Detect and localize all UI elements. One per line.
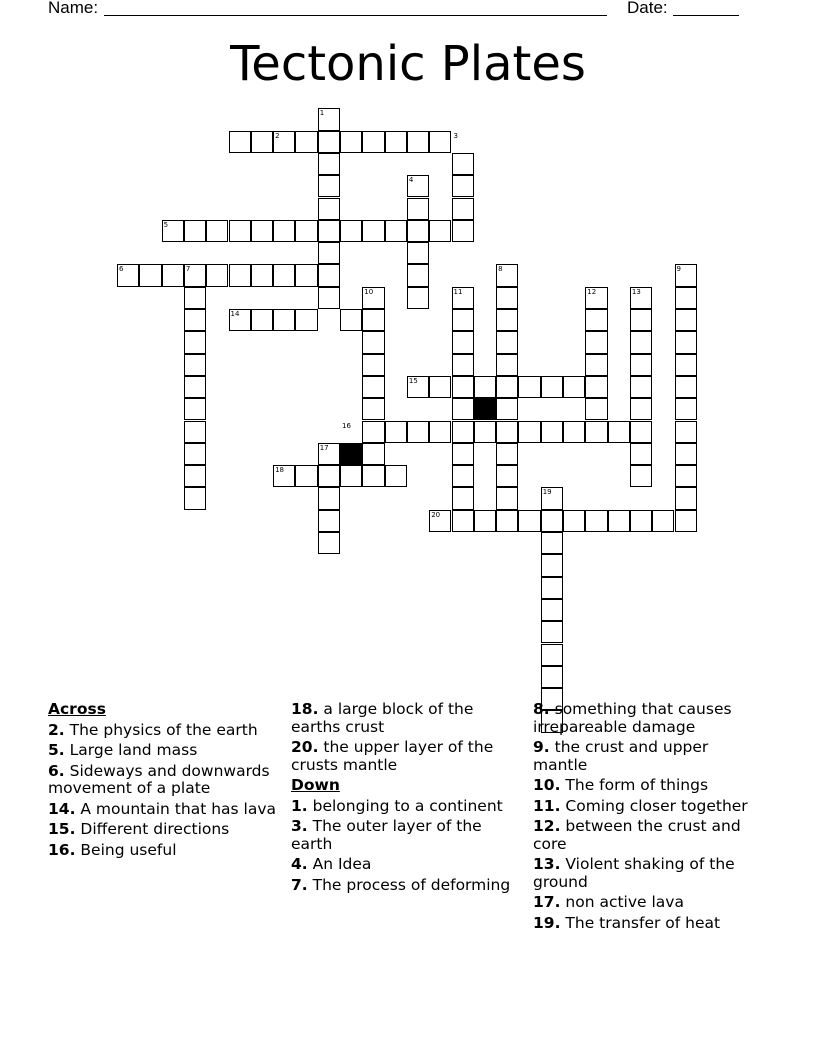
grid-cell-black [474,398,496,420]
grid-cell[interactable] [675,376,697,398]
grid-cell[interactable] [318,131,340,153]
clue-number: 1 [319,109,325,118]
grid-cell[interactable] [452,153,474,175]
grid-cell[interactable] [630,309,652,331]
grid-cell[interactable] [318,487,340,509]
grid-cell[interactable] [496,465,518,487]
grid-cell[interactable] [362,465,384,487]
grid-cell[interactable] [229,264,251,286]
grid-cell[interactable] [139,264,161,286]
grid-cell[interactable] [273,220,295,242]
grid-cell[interactable] [585,510,607,532]
grid-cell[interactable] [452,198,474,220]
grid-cell[interactable] [563,421,585,443]
grid-cell[interactable] [318,532,340,554]
clue-column-2 [291,701,519,897]
grid-cell[interactable] [429,220,451,242]
grid-cell[interactable] [541,532,563,554]
grid-cell[interactable] [318,287,340,309]
clue-number: 4 [408,176,414,185]
grid-cell[interactable] [518,421,540,443]
grid-cell[interactable] [362,398,384,420]
grid-cell[interactable] [251,220,273,242]
grid-cell[interactable] [585,398,607,420]
grid-cell[interactable] [652,510,674,532]
grid-cell[interactable] [385,220,407,242]
name-label: Name: [48,0,99,17]
grid-cell[interactable] [429,376,451,398]
grid-cell[interactable] [452,354,474,376]
grid-cell[interactable] [630,376,652,398]
grid-cell[interactable] [184,287,206,309]
grid-cell[interactable] [675,487,697,509]
grid-cell[interactable] [184,331,206,353]
grid-cell[interactable] [675,309,697,331]
grid-cell[interactable] [541,621,563,643]
across-clue: 20. the upper layer of the crusts mantle [291,738,494,774]
down-clue: 3. The outer layer of the earth [291,817,482,853]
across-clue: 15. Different directions [48,820,230,838]
grid-cell[interactable] [563,510,585,532]
grid-cell[interactable] [496,309,518,331]
grid-cell[interactable] [608,510,630,532]
grid-cell[interactable] [184,398,206,420]
grid-cell[interactable] [541,666,563,688]
grid-cell[interactable] [675,287,697,309]
grid-cell[interactable] [496,287,518,309]
grid-cell[interactable] [362,220,384,242]
grid-cell[interactable] [675,443,697,465]
grid-cell[interactable] [630,331,652,353]
down-clue: 8. something that causes irrepareable damage [533,700,732,736]
grid-cell[interactable] [295,220,317,242]
grid-cell[interactable] [407,242,429,264]
grid-cell[interactable] [318,175,340,197]
grid-cell[interactable] [518,510,540,532]
grid-cell[interactable] [273,264,295,286]
down-clue: 9. the crust and upper mantle [533,738,709,774]
clue-number: 17 [319,443,329,452]
grid-cell[interactable] [385,131,407,153]
grid-cell[interactable] [452,398,474,420]
grid-cell[interactable] [518,376,540,398]
page-title: Tectonic Plates [230,36,586,92]
grid-cell[interactable] [541,510,563,532]
grid-cell[interactable] [585,421,607,443]
clue-number: 18 [275,466,285,475]
across-clue: 2. The physics of the earth [48,720,258,739]
clue-column-1 [48,701,278,862]
grid-cell[interactable] [407,421,429,443]
grid-cell[interactable] [184,465,206,487]
grid-cell[interactable] [340,131,362,153]
grid-cell[interactable] [585,354,607,376]
down-heading: Down [291,776,340,794]
grid-cell[interactable] [474,421,496,443]
grid-cell[interactable] [452,510,474,532]
grid-cell[interactable] [496,331,518,353]
grid-cell[interactable] [385,421,407,443]
grid-cell[interactable] [184,354,206,376]
grid-cell[interactable] [541,599,563,621]
clue-number: 15 [408,376,418,385]
grid-cell[interactable] [184,487,206,509]
across-clue: 14. A mountain that has lava [48,799,277,818]
grid-cell[interactable] [295,465,317,487]
grid-cell[interactable] [318,465,340,487]
down-clue: 10. The form of things [533,776,709,794]
grid-cell[interactable] [474,376,496,398]
down-clue: 13. Violent shaking of the ground [533,855,735,891]
grid-cell[interactable] [407,131,429,153]
across-clue: 6. Sideways and downwards movement of a plate [48,761,270,797]
grid-cell[interactable] [630,443,652,465]
grid-cell[interactable] [675,398,697,420]
clue-number: 9 [676,265,681,274]
clue-number: 10 [364,287,374,296]
grid-cell[interactable] [429,421,451,443]
grid-cell[interactable] [362,443,384,465]
grid-cell[interactable] [675,510,697,532]
clue-number: 19 [542,488,552,497]
grid-cell[interactable] [362,354,384,376]
grid-cell[interactable] [407,287,429,309]
grid-cell[interactable] [229,220,251,242]
grid-cell[interactable] [452,376,474,398]
grid-cell[interactable] [184,443,206,465]
grid-cell[interactable] [675,354,697,376]
clue-number: 16 [342,421,351,430]
down-clue: 4. An Idea [291,855,372,873]
across-heading: Across [48,700,106,718]
grid-cell-black [340,443,362,465]
grid-cell[interactable] [362,421,384,443]
grid-cell[interactable] [318,264,340,286]
down-clue: 19. The transfer of heat [533,913,721,932]
grid-cell[interactable] [273,309,295,331]
grid-cell[interactable] [585,309,607,331]
grid-cell[interactable] [340,465,362,487]
grid-cell[interactable] [541,644,563,666]
grid-cell[interactable] [630,398,652,420]
grid-cell[interactable] [496,421,518,443]
grid-cell[interactable] [452,309,474,331]
grid-cell[interactable] [407,220,429,242]
grid-cell[interactable] [162,264,184,286]
grid-cell[interactable] [362,131,384,153]
grid-cell[interactable] [385,465,407,487]
grid-cell[interactable] [340,220,362,242]
down-clue: 17. non active lava [533,893,684,911]
clue-number: 14 [230,310,240,318]
grid-cell[interactable] [340,309,362,331]
clue-number: 6 [119,265,124,274]
grid-cell[interactable] [541,421,563,443]
grid-cell[interactable] [206,220,228,242]
grid-cell[interactable] [452,487,474,509]
grid-cell[interactable] [251,131,273,153]
grid-cell[interactable] [452,465,474,487]
grid-cell[interactable] [675,465,697,487]
grid-cell[interactable] [318,198,340,220]
grid-cell[interactable] [585,331,607,353]
across-clue: 18. a large block of the earths crust [291,700,474,736]
grid-cell[interactable] [608,421,630,443]
grid-cell[interactable] [452,220,474,242]
grid-cell[interactable] [229,131,251,153]
date-label: Date: [627,0,668,17]
down-clue: 11. Coming closer together [533,796,748,815]
grid-cell[interactable] [452,331,474,353]
grid-cell[interactable] [295,131,317,153]
grid-cell[interactable] [630,354,652,376]
grid-cell[interactable] [407,264,429,286]
grid-cell[interactable] [452,175,474,197]
grid-cell[interactable] [496,510,518,532]
clue-number: 5 [163,220,169,229]
grid-cell[interactable] [675,421,697,443]
grid-cell[interactable] [496,443,518,465]
grid-cell[interactable] [318,153,340,175]
grid-cell[interactable] [675,331,697,353]
grid-cell[interactable] [318,510,340,532]
grid-cell[interactable] [251,264,273,286]
grid-cell[interactable] [318,220,340,242]
grid-cell[interactable] [184,309,206,331]
grid-cell[interactable] [496,376,518,398]
grid-cell[interactable] [362,331,384,353]
down-clue: 12. between the crust and core [533,817,741,853]
grid-cell[interactable] [206,264,228,286]
clue-number: 2 [275,131,280,140]
grid-cell[interactable] [541,577,563,599]
grid-cell[interactable] [429,131,451,153]
grid-cell[interactable] [585,376,607,398]
grid-cell[interactable] [563,376,585,398]
down-clue: 1. belonging to a continent [291,796,503,815]
clue-number: 3 [453,131,458,140]
grid-cell[interactable] [184,421,206,443]
grid-cell[interactable] [295,309,317,331]
clue-number: 11 [453,287,463,296]
grid-cell[interactable] [474,510,496,532]
grid-cell[interactable] [362,309,384,331]
clue-number: 13 [631,287,641,296]
grid-cell[interactable] [318,242,340,264]
grid-cell[interactable] [496,354,518,376]
grid-cell[interactable] [452,421,474,443]
clue-number: 12 [587,287,597,296]
clue-number: 7 [185,265,191,274]
grid-cell[interactable] [630,465,652,487]
grid-cell[interactable] [452,443,474,465]
across-clue: 16. Being useful [48,840,177,859]
across-clue: 5. Large land mass [48,741,198,759]
clue-number: 20 [431,510,441,519]
grid-cell[interactable] [541,554,563,576]
grid-cell[interactable] [184,220,206,242]
grid-cell[interactable] [630,421,652,443]
grid-cell[interactable] [496,398,518,420]
grid-cell[interactable] [541,376,563,398]
grid-cell[interactable] [407,198,429,220]
grid-cell[interactable] [295,264,317,286]
grid-cell[interactable] [251,309,273,331]
down-clue: 7. The process of deforming [291,875,511,894]
grid-cell[interactable] [630,510,652,532]
clue-column-3 [533,701,765,935]
grid-cell[interactable] [496,487,518,509]
grid-cell[interactable] [184,376,206,398]
clue-number: 8 [498,265,503,274]
grid-cell[interactable] [362,376,384,398]
